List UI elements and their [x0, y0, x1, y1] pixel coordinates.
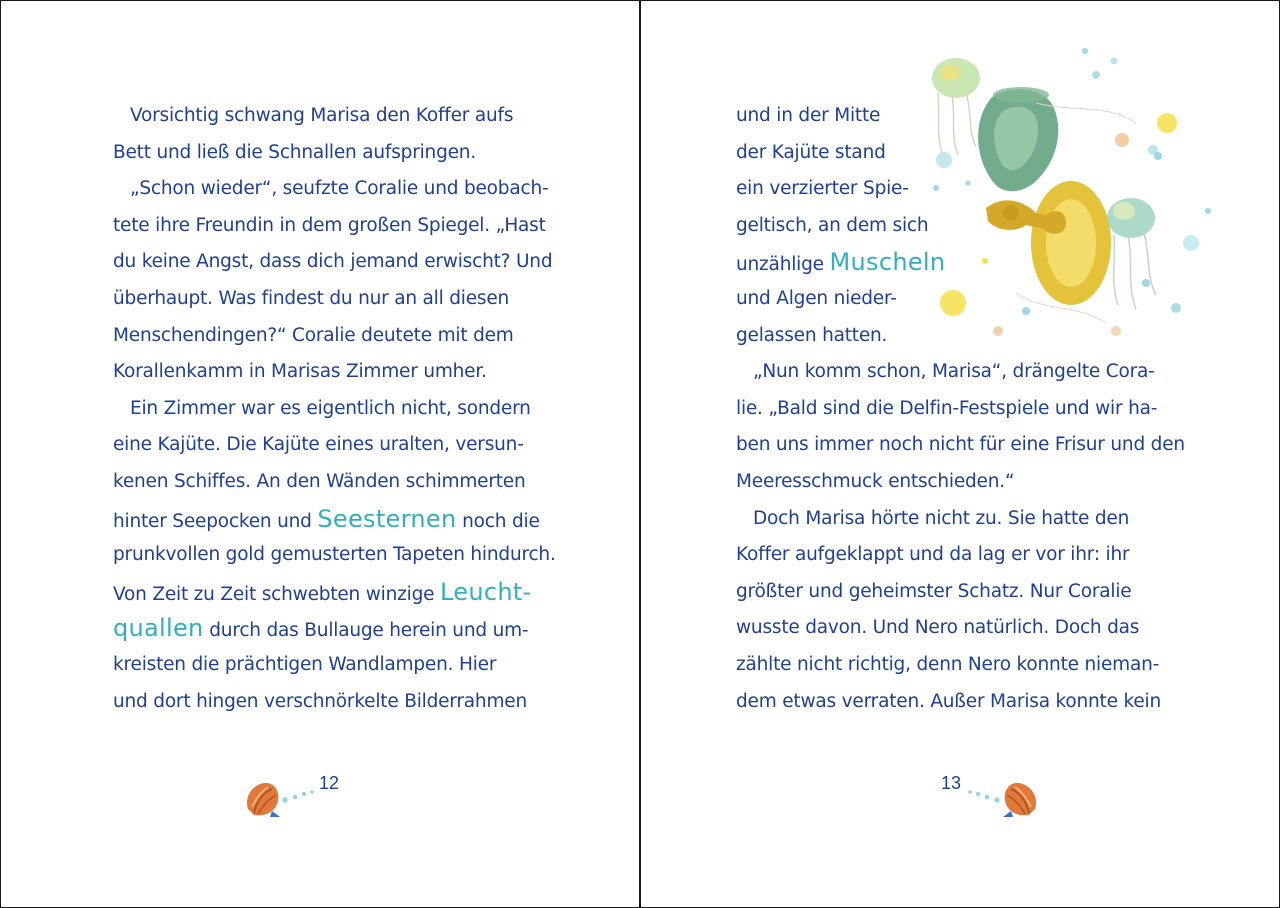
right-page-text: [736, 98, 1185, 720]
text-line: tete ihre Freundin in dem großen Spiegel. „Hast: [113, 214, 546, 236]
text-fragment: unzählige: [736, 254, 830, 276]
text-line: und dort hingen verschnörkelte Bilderrahmen: [113, 690, 527, 712]
text-line: Doch Marisa hörte nicht zu. Sie hatte den: [753, 507, 1130, 529]
text-line: eine Kajüte. Die Kajüte eines uralten, versun-: [113, 434, 524, 456]
text-line: und in der Mitte: [736, 105, 881, 126]
text-line: Vorsichtig schwang Marisa den Koffer aufs: [130, 105, 514, 126]
text-line: geltisch, an dem sich: [736, 214, 929, 236]
text-line: Meeresschmuck entschieden.“: [736, 470, 1015, 492]
page-number-right: 13: [941, 773, 962, 793]
text-line: wusste davon. Und Nero natürlich. Doch das: [736, 617, 1140, 639]
text-line: [113, 574, 553, 611]
text-line: überhaupt. Was findest du nur an all diesen: [113, 287, 510, 309]
highlight-word-seesternen: Seesternen: [317, 504, 457, 533]
text-line: du keine Angst, dass dich jemand erwischt? Und: [113, 251, 553, 273]
seashell-icon: [242, 779, 282, 821]
text-fragment: hinter Seepocken und: [113, 510, 318, 532]
text-line: [736, 244, 1176, 281]
text-line: „Schon wieder“, seufzte Coralie und beobach-: [130, 178, 549, 200]
text-line: der Kajüte stand: [736, 141, 886, 163]
text-line: kenen Schiffes. An den Wänden schimmerten: [113, 470, 526, 492]
text-line: Bett und ließ die Schnallen aufspringen.: [113, 141, 477, 163]
text-line: Ein Zimmer war es eigentlich nicht, sondern: [130, 397, 531, 419]
right-page: [641, 1, 1279, 907]
text-line: [113, 610, 553, 647]
highlight-word-leucht: Leucht-: [440, 577, 532, 606]
text-line: kreisten die prächtigen Wandlampen. Hier: [113, 653, 497, 675]
text-line: „Nun komm schon, Marisa“, drängelte Cora-: [753, 361, 1155, 383]
text-line: lie. „Bald sind die Delfin-Festspiele und wir ha-: [736, 397, 1158, 419]
page-number-left: 12: [319, 773, 340, 793]
seashell-icon: [1001, 779, 1041, 821]
highlight-word-muscheln: Muscheln: [829, 248, 946, 277]
text-line: dem etwas verraten. Außer Marisa konnte kein: [736, 690, 1161, 712]
text-fragment: durch das Bullauge herein und um-: [203, 620, 529, 642]
highlight-word-quallen: quallen: [113, 614, 204, 643]
text-fragment: Von Zeit zu Zeit schwebten winzige: [113, 583, 441, 605]
left-page-text: [113, 98, 556, 720]
text-line: Koffer aufgeklappt und da lag er vor ihr: ihr: [736, 544, 1130, 566]
text-line: ben uns immer noch nicht für eine Frisur und den: [736, 434, 1185, 456]
text-line: gelassen hatten.: [736, 324, 888, 346]
text-line: Korallenkamm in Marisas Zimmer umher.: [113, 361, 487, 383]
text-line: Menschendingen?“ Coralie deutete mit dem: [113, 324, 514, 346]
text-line: [113, 501, 553, 538]
left-page: [1, 1, 641, 907]
text-line: zählte nicht richtig, denn Nero konnte nieman-: [736, 653, 1160, 675]
bubble-dots: [281, 787, 315, 805]
bubble-dots: [967, 787, 1001, 805]
text-line: prunkvollen gold gemusterten Tapeten hindurch.: [113, 544, 556, 566]
text-line: und Algen nieder-: [736, 287, 897, 309]
text-line: größter und geheimster Schatz. Nur Coralie: [736, 580, 1132, 602]
text-line: ein verzierter Spie-: [736, 178, 909, 200]
text-fragment: noch die: [456, 510, 540, 532]
